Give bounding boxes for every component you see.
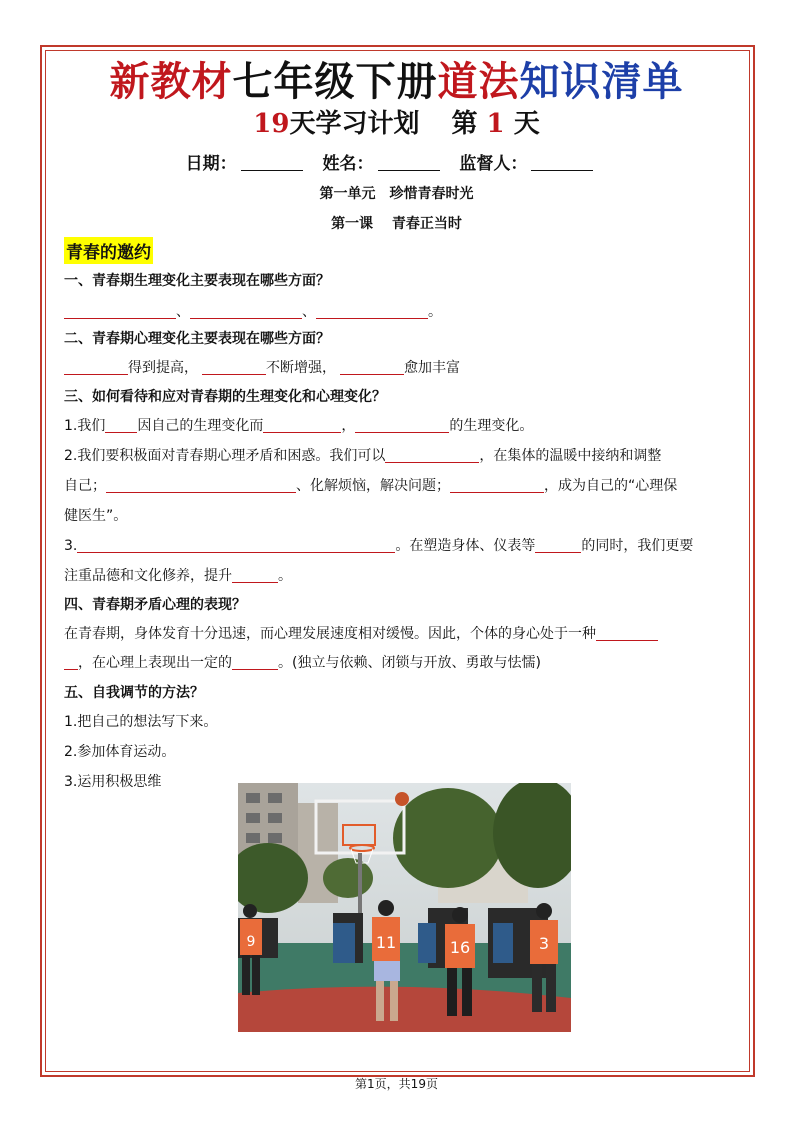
q3-l1-blank-1[interactable] <box>105 418 137 433</box>
plan-days: 19 <box>253 109 290 139</box>
q1-sep-1: 、 <box>176 304 190 320</box>
title-part-3: 道法 <box>437 58 520 105</box>
date-field[interactable] <box>241 154 303 171</box>
q2-blank-2[interactable] <box>202 360 266 375</box>
q5-item-2: 2.参加体育运动。 <box>64 744 176 760</box>
lesson-heading: 第一课 青春正当时 <box>331 216 462 232</box>
q3-l2-b: ，在集体的温暖中接纳和调整 <box>479 448 662 464</box>
q3-l1-blank-3[interactable] <box>355 418 449 433</box>
q4-blank-2[interactable] <box>232 655 278 670</box>
q2-text-2: 不断增强， <box>266 360 336 376</box>
q5-title: 五、自我调节的方法？ <box>64 685 204 701</box>
name-label: 姓名： <box>322 154 374 174</box>
jersey-number-9: 9 <box>246 934 256 950</box>
section-title: 青春的邀约 <box>64 237 153 264</box>
title-part-2: 七年级下册 <box>232 58 438 105</box>
q4-title: 四、青春期矛盾心理的表现？ <box>64 597 246 613</box>
jersey-number-11: 11 <box>375 933 397 952</box>
q1-answer-line <box>64 301 442 321</box>
q1-blank-2[interactable] <box>190 304 302 319</box>
unit-heading: 第一单元 珍惜青春时光 <box>319 186 474 202</box>
plan-text: 天学习计划 <box>289 109 420 139</box>
q3-line-1 <box>64 415 533 435</box>
day-number: 1 <box>486 109 505 139</box>
q4-blank-1-cont[interactable] <box>64 655 78 670</box>
day-suffix: 天 <box>513 109 540 139</box>
q1-title: 一、青春期生理变化主要表现在哪些方面？ <box>64 273 330 289</box>
q3-line-2 <box>64 445 661 465</box>
q1-end: 。 <box>428 304 442 320</box>
q4-blank-1[interactable] <box>596 626 658 641</box>
q3-line-4: 健医生”。 <box>64 508 128 524</box>
q3-l1-b: 因自己的生理变化而 <box>137 418 264 434</box>
q4-l1-text: 在青春期，身体发育十分迅速，而心理发展速度相对缓慢。因此，个体的身心处于一种 <box>64 626 596 642</box>
q4-line-1 <box>64 623 658 643</box>
q1-blank-3[interactable] <box>316 304 428 319</box>
q2-text-1: 得到提高， <box>128 360 198 376</box>
q3-title: 三、如何看待和应对青春期的生理变化和心理变化？ <box>64 389 386 405</box>
jersey-number-3: 3 <box>538 934 550 953</box>
q3-l3-c: ，成为自己的“心理保 <box>544 478 678 494</box>
q1-sep-2: 、 <box>302 304 316 320</box>
title-part-4: 知识清单 <box>519 58 684 105</box>
q3-l6-b: 。 <box>278 568 292 584</box>
name-field[interactable] <box>378 154 440 171</box>
q3-l3-b: 、化解烦恼，解决问题； <box>296 478 450 494</box>
title-part-1: 新教材 <box>109 58 233 105</box>
q2-title: 二、青春期心理变化主要表现在哪些方面？ <box>64 331 330 347</box>
q3-l5-a: 3. <box>64 538 78 554</box>
q3-l2-blank[interactable] <box>385 448 479 463</box>
jersey-number-16: 16 <box>449 938 471 957</box>
study-plan-subtitle <box>0 103 793 140</box>
q3-l1-c: ， <box>341 418 356 434</box>
supervisor-field[interactable] <box>531 154 593 171</box>
q3-l3-blank-1[interactable] <box>106 478 296 493</box>
q4-l2-b: 。(独立与依赖、闭锁与开放、勇敢与怯懦) <box>278 655 541 671</box>
q1-blank-1[interactable] <box>64 304 176 319</box>
q3-line-6 <box>64 565 292 585</box>
date-label: 日期： <box>185 154 237 174</box>
q3-l5-blank-2[interactable] <box>535 538 581 553</box>
q3-l3-blank-2[interactable] <box>450 478 544 493</box>
basketball-photo <box>238 783 571 1032</box>
q5-item-1: 1.把自己的想法写下来。 <box>64 714 218 730</box>
q3-line-5 <box>64 535 693 555</box>
supervisor-label: 监督人： <box>459 154 528 174</box>
q2-blank-1[interactable] <box>64 360 128 375</box>
q3-l3-a: 自己； <box>64 478 106 494</box>
q3-l5-c: 的同时，我们更要 <box>581 538 694 554</box>
day-prefix: 第 <box>451 109 478 139</box>
q3-line-3 <box>64 475 677 495</box>
q4-line-2 <box>64 652 541 672</box>
q3-l6-a: 注重品德和文化修养，提升 <box>64 568 232 584</box>
basketball-scene-image <box>238 783 571 1032</box>
page-footer: 第1页，共19页 <box>355 1077 438 1091</box>
meta-row <box>0 149 793 174</box>
q2-answer-line <box>64 357 460 377</box>
q3-l5-blank-1[interactable] <box>77 538 395 553</box>
q5-item-3: 3.运用积极思维 <box>64 774 162 790</box>
q3-l2-a: 2.我们要积极面对青春期心理矛盾和困惑。我们可以 <box>64 448 386 464</box>
q3-l6-blank[interactable] <box>232 568 278 583</box>
q2-blank-3[interactable] <box>340 360 404 375</box>
q3-l1-d: 的生理变化。 <box>449 418 534 434</box>
q3-l5-b: 。在塑造身体、仪表等 <box>395 538 536 554</box>
q3-l1-blank-2[interactable] <box>263 418 341 433</box>
q4-l2-a: ，在心理上表现出一定的 <box>78 655 232 671</box>
q2-text-3: 愈加丰富 <box>404 360 460 376</box>
q3-l1-a: 1.我们 <box>64 418 106 434</box>
main-title <box>0 50 793 107</box>
